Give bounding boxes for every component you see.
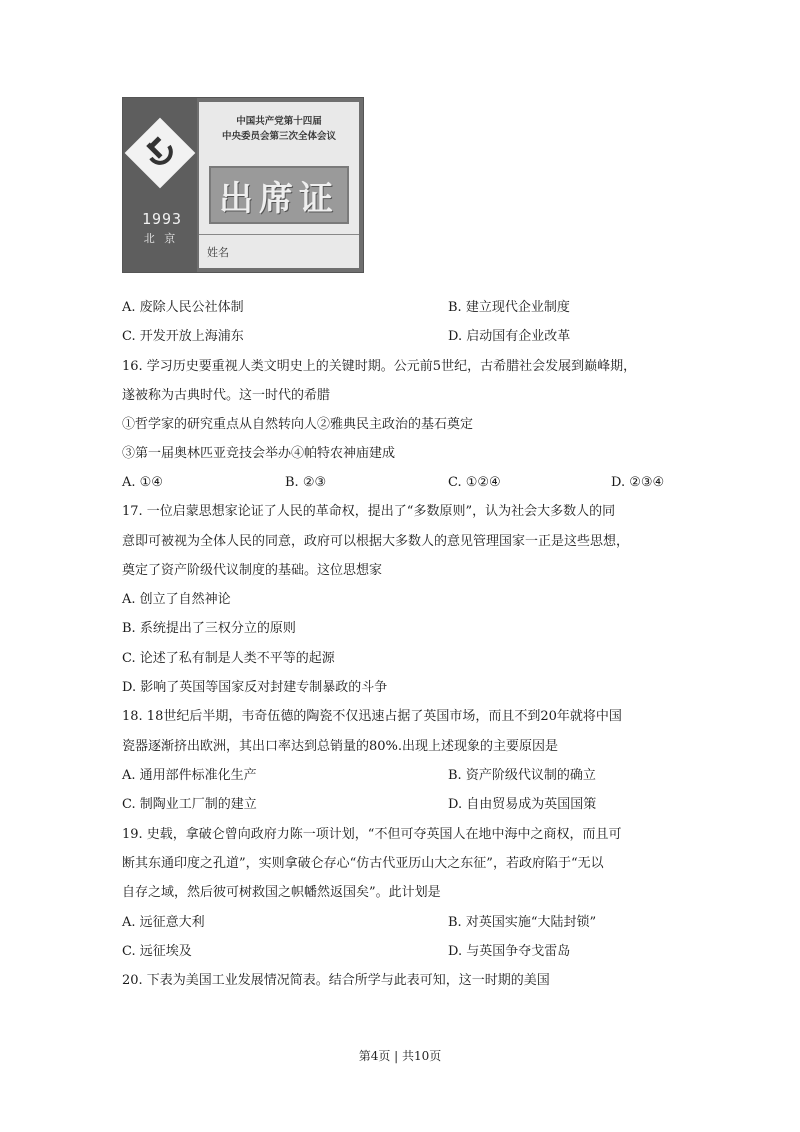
q17-option-b: B. 系统提出了三权分立的原则 <box>122 621 296 636</box>
q15-option-a: A. 废除人民公社体制 <box>122 300 244 315</box>
pass-city: 北 京 <box>143 232 179 245</box>
pass-header-line1: 中国共产党第十四届 <box>236 116 322 127</box>
q15-option-c: C. 开发开放上海浦东 <box>122 329 244 344</box>
page-number-footer: 第4页 | 共10页 <box>358 1049 442 1063</box>
q19-stem-line1: 19. 史载，拿破仑曾向政府力陈一项计划，“不但可夺英国人在地中海中之商权，而且可 <box>122 827 622 842</box>
q16-item-line1: ①哲学家的研究重点从自然转向人②雅典民主政治的基石奠定 <box>122 417 474 432</box>
q19-option-a: A. 远征意大利 <box>122 915 205 930</box>
q16-stem-line1: 16. 学习历史要重视人类文明史上的关键时期。公元前5世纪，古希腊社会发展到巅峰期， <box>122 359 637 374</box>
q19-option-c: C. 远征埃及 <box>122 944 192 959</box>
q18-option-b: B. 资产阶级代议制的确立 <box>448 768 596 783</box>
q16-option-b: B. ②③ <box>285 475 327 490</box>
q18-option-c: C. 制陶业工厂制的建立 <box>122 797 257 812</box>
q18-option-a: A. 通用部件标准化生产 <box>122 768 257 783</box>
q16-option-d: D. ②③④ <box>611 475 665 490</box>
pass-header-line2: 中央委员会第三次全体会议 <box>221 131 336 142</box>
q19-option-b: B. 对英国实施“大陆封锁” <box>448 915 597 930</box>
q16-stem-line2: 遂被称为古典时代。这一时代的希腊 <box>122 388 331 403</box>
q19-option-d: D. 与英国争夺戈雷岛 <box>448 944 571 959</box>
q17-stem-line2: 意即可被视为全体人民的同意，政府可以根据大多数人的意见管理国家一正是这些思想， <box>122 534 630 549</box>
pass-header <box>205 114 353 144</box>
q19-stem-line3: 自存之域，然后彼可树救国之帜幡然返国矣”。此计划是 <box>122 885 441 900</box>
party-congress-pass-image <box>122 97 364 273</box>
pass-name-label: 姓名 <box>207 246 229 259</box>
q17-stem-line3: 奠定了资产阶级代议制度的基础。这位思想家 <box>122 563 383 578</box>
q20-stem-line1: 20. 下表为美国工业发展情况简表。结合所学与此表可知，这一时期的美国 <box>122 973 550 988</box>
pass-divider <box>199 234 359 235</box>
pass-big-text: 出席证 <box>209 166 349 224</box>
q17-option-c: C. 论述了私有制是人类不平等的起源 <box>122 651 335 666</box>
q18-stem-line2: 瓷器逐渐挤出欧洲，其出口率达到总销量的80%.出现上述现象的主要原因是 <box>122 739 559 754</box>
pass-right-panel <box>199 102 359 268</box>
pass-year: 1993 <box>141 210 183 228</box>
q18-option-d: D. 自由贸易成为英国国策 <box>448 797 597 812</box>
q17-stem-line1: 17. 一位启蒙思想家论证了人民的革命权，提出了“多数原则”，认为社会大多数人的同 <box>122 504 616 519</box>
q16-option-a: A. ①④ <box>122 475 163 490</box>
q18-stem-line1: 18. 18世纪后半期，韦奇伍德的陶瓷不仅迅速占据了英国市场，而且不到20年就将中国 <box>122 709 622 724</box>
q19-stem-line2: 断其东通印度之孔道”，实则拿破仑存心“仿古代亚历山大之东征”，若政府陷于“无以 <box>122 856 604 871</box>
q17-option-d: D. 影响了英国等国家反对封建专制暴政的斗争 <box>122 680 388 695</box>
pass-left-panel <box>123 98 197 272</box>
emblem-diamond <box>125 118 196 189</box>
hammer-sickle-icon <box>143 136 177 170</box>
q16-option-c: C. ①②④ <box>448 475 501 490</box>
q15-option-b: B. 建立现代企业制度 <box>448 300 570 315</box>
q15-option-d: D. 启动国有企业改革 <box>448 329 571 344</box>
q16-item-line2: ③第一届奥林匹亚竞技会举办④帕特农神庙建成 <box>122 446 396 461</box>
q17-option-a: A. 创立了自然神论 <box>122 592 231 607</box>
